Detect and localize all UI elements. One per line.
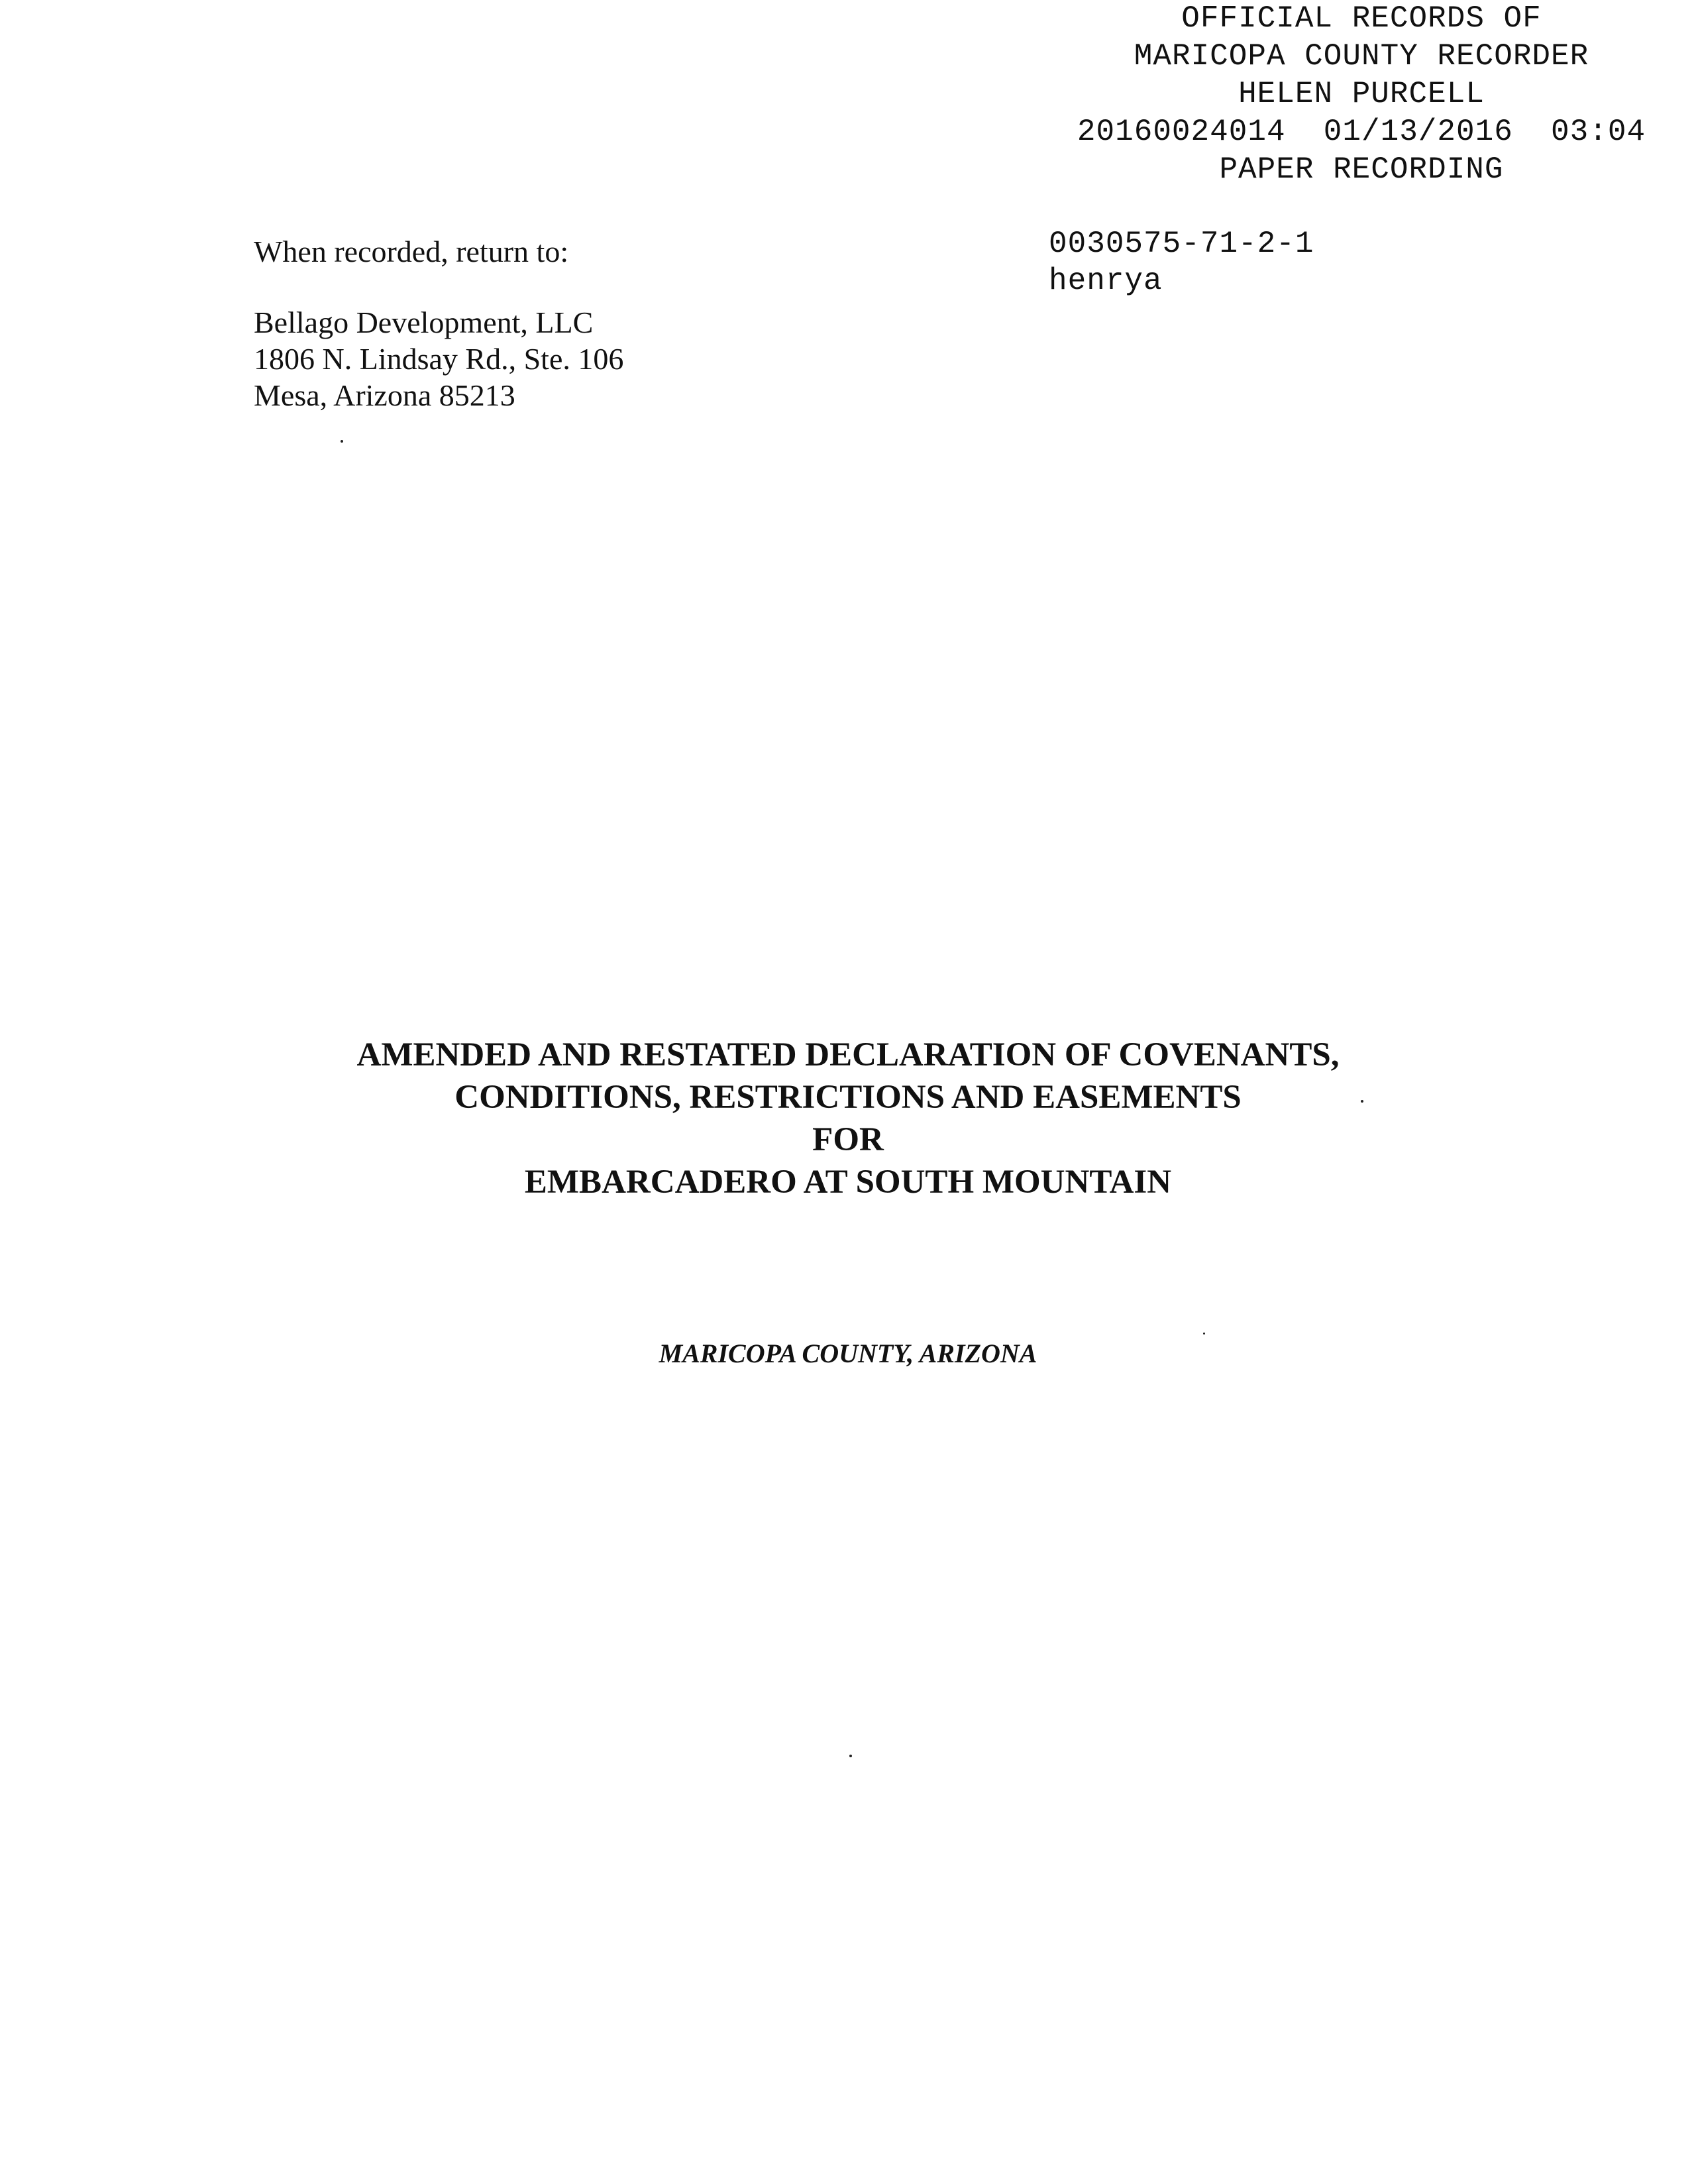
clerk-id: henrya [1049, 264, 1163, 298]
scan-speck [1361, 1100, 1363, 1103]
document-title [0, 1034, 1696, 1203]
title-line-3: FOR [812, 1121, 884, 1158]
stamp-line-recorder-name: HELEN PURCELL [1238, 77, 1485, 111]
scan-speck [1203, 1333, 1205, 1335]
record-time: 03:04 [1551, 115, 1646, 149]
return-to-city: Mesa, Arizona 85213 [254, 378, 515, 412]
return-to-street: 1806 N. Lindsay Rd., Ste. 106 [254, 342, 624, 376]
stamp-line-official-records: OFFICIAL RECORDS OF [1181, 1, 1542, 36]
return-to-block [254, 233, 623, 413]
scan-speck [341, 440, 343, 443]
doc-id-block [1049, 225, 1314, 300]
title-line-4: EMBARCADERO AT SOUTH MOUNTAIN [524, 1164, 1172, 1201]
scan-speck [849, 1755, 852, 1757]
stamp-line-record-info [1034, 113, 1689, 151]
county-subtitle: MARICOPA COUNTY, ARIZONA [659, 1338, 1037, 1368]
title-line-2: CONDITIONS, RESTRICTIONS AND EASEMENTS [454, 1079, 1242, 1116]
recorder-stamp [1034, 0, 1689, 189]
title-line-1: AMENDED AND RESTATED DECLARATION OF COVENANTS, [356, 1036, 1340, 1073]
record-number: 20160024014 [1077, 115, 1286, 149]
stamp-line-paper-recording: PAPER RECORDING [1219, 152, 1504, 187]
return-to-name: Bellago Development, LLC [254, 305, 594, 339]
record-date: 01/13/2016 [1323, 115, 1513, 149]
return-to-label: When recorded, return to: [254, 235, 569, 268]
doc-code: 0030575-71-2-1 [1049, 227, 1314, 261]
stamp-line-county-recorder: MARICOPA COUNTY RECORDER [1134, 39, 1589, 74]
